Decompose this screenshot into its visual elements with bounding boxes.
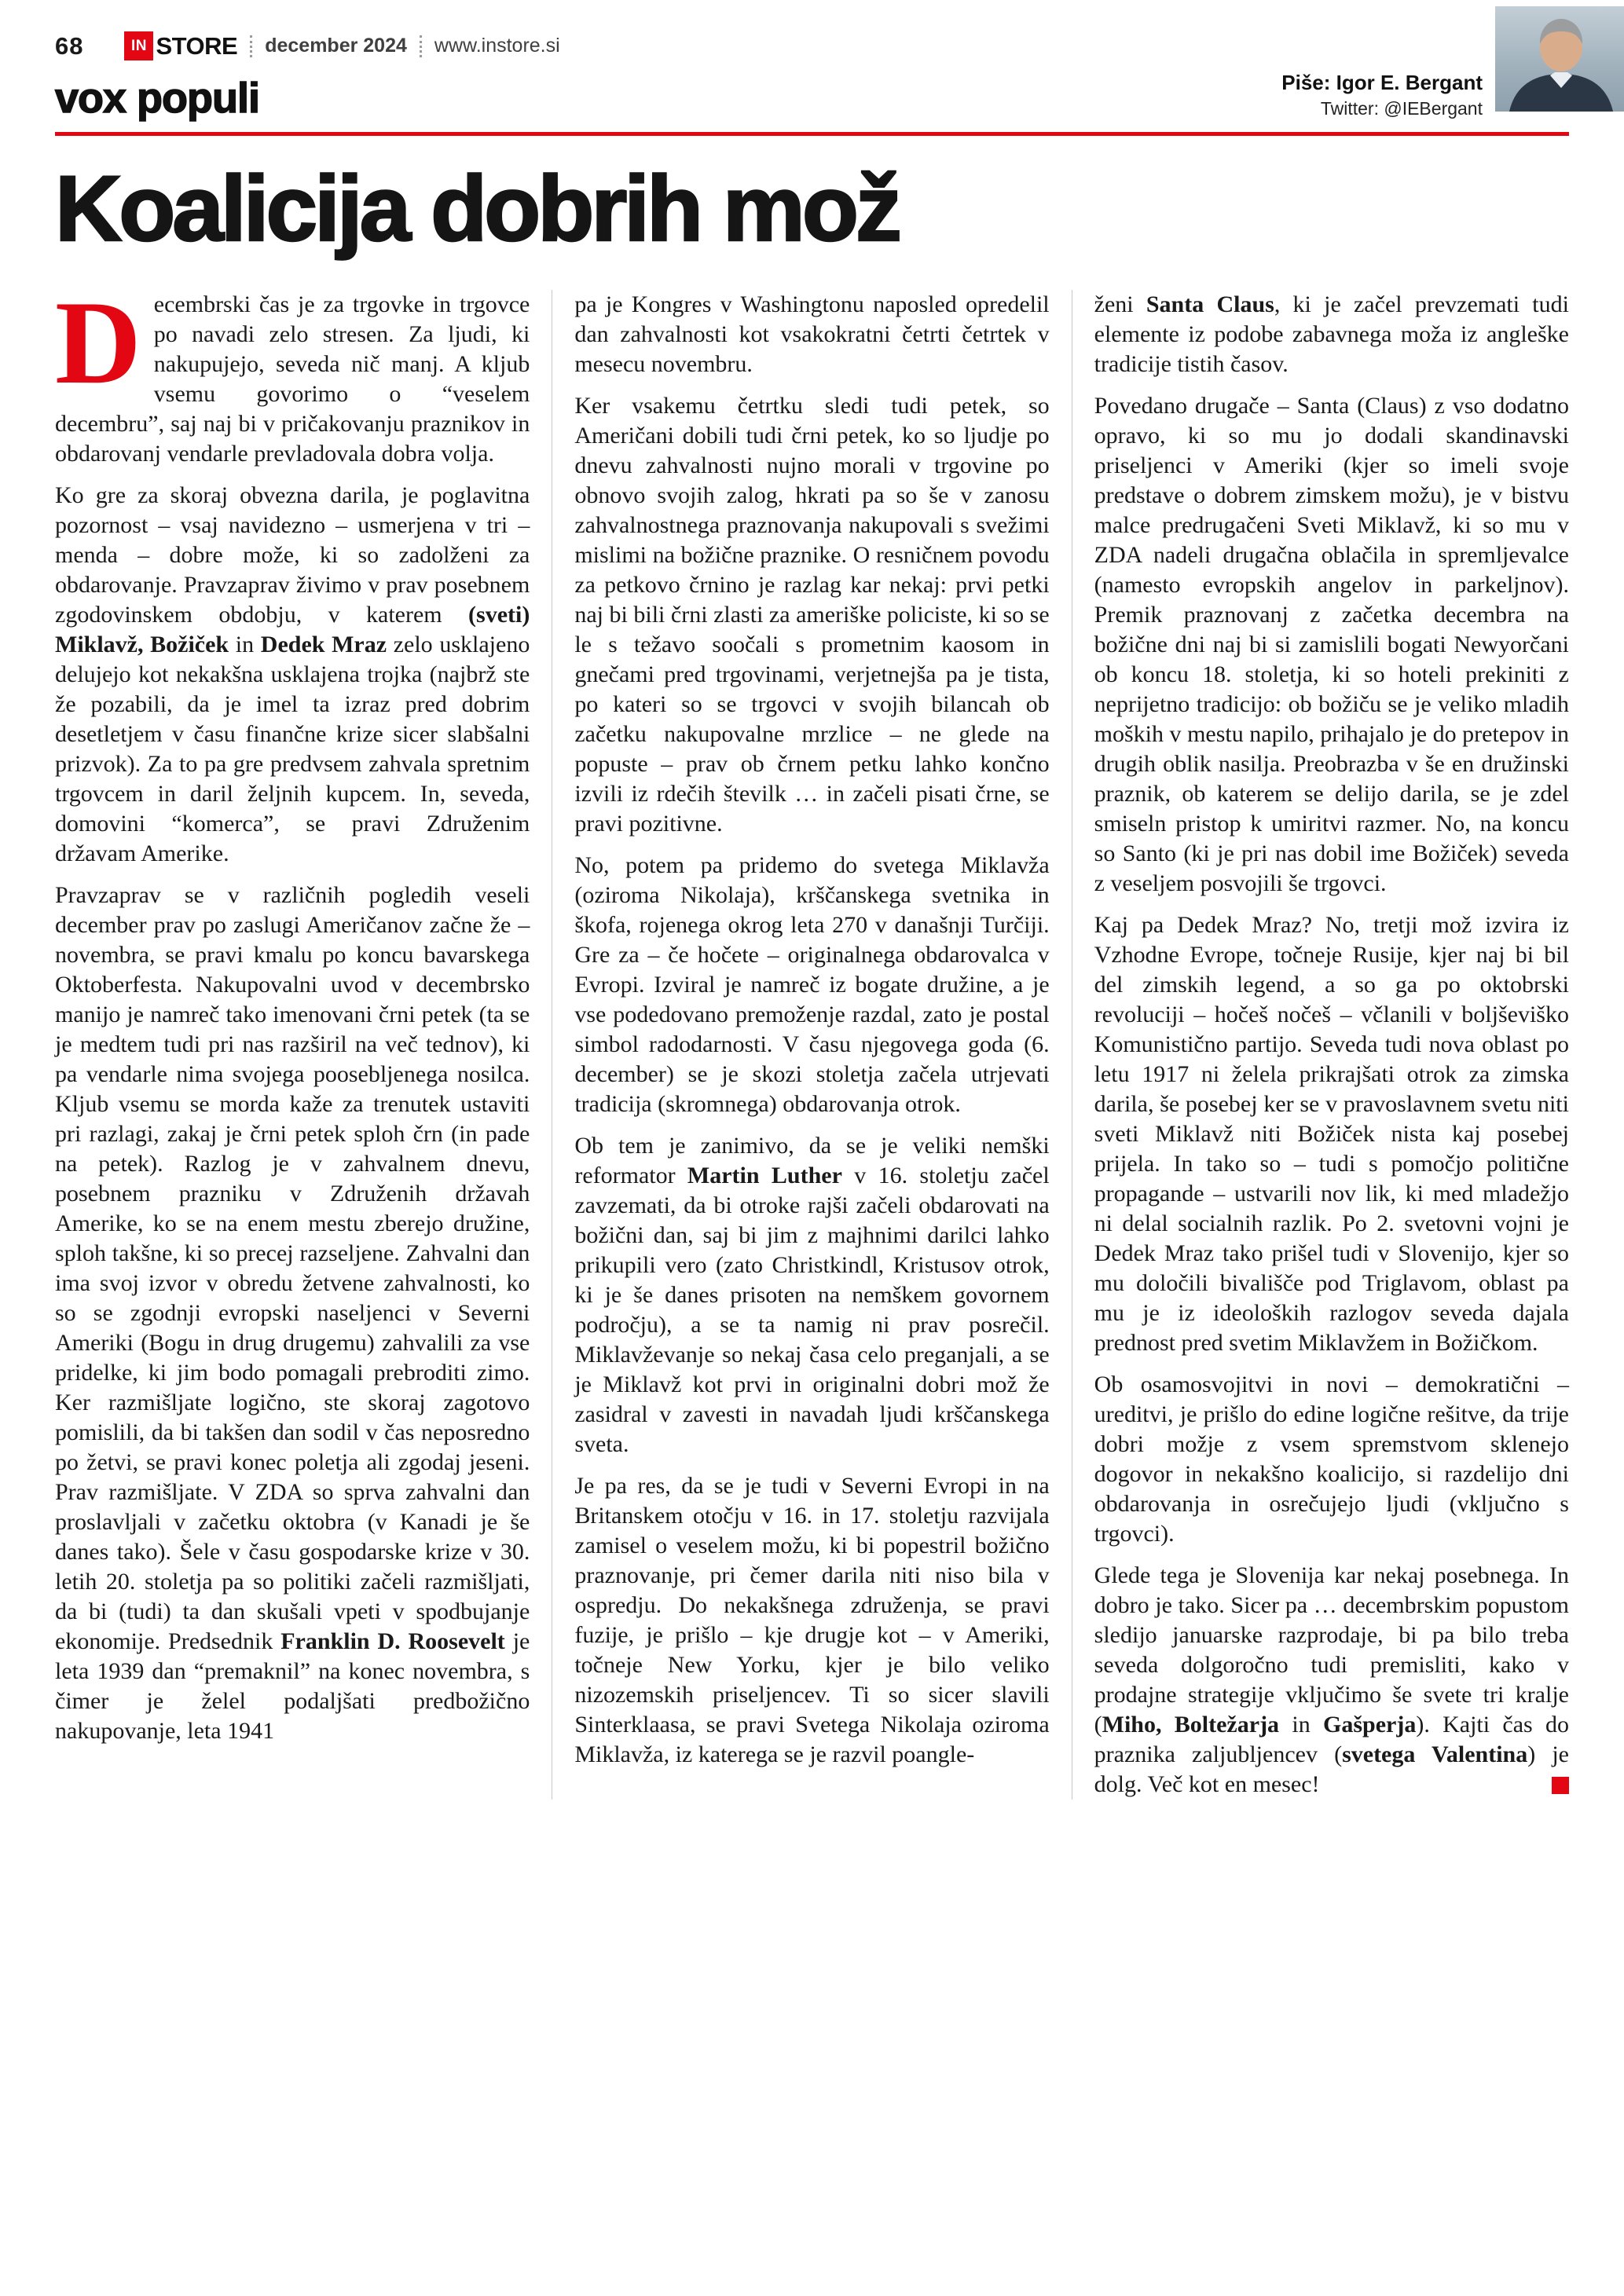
text-segment: No, potem pa pridemo do svetega Miklavža (oziroma Nikolaja), krščanskega svetnika in škofa, rojenega okrog leta 270 v današnji Turčiji. Gre za – če hočete – originalnega obdarovalca v Evropi. Izviral je namreč iz bogate družine, a je vse podedovano premoženje razdal, zato je postal simbol radodarnosti. V času njegovega goda (6. december) se je skozi stoletja začela utrjevati tradicija (skromnega) obdarovanja otrok. — [574, 852, 1050, 1118]
section-title: vox populi — [55, 75, 259, 123]
top-bar — [55, 0, 1569, 60]
text-segment: Ko gre za skoraj obvezna darila, je poglavitna pozornost – vsaj navidezno – usmerjena v tri – menda – dobre može, ki so zadolženi za obdarovanje. Pravzaprav živimo v prav posebnem zgodovinskem obdobju, v katerem — [55, 482, 530, 628]
page-number: 68 — [55, 31, 84, 60]
text-segment: v 16. stoletju začel zavzemati, da bi otroke rajši začeli obdarovati na božični dan, saj bi jim z majhnimi darilci lahko prikupili vero (zato Christkindl, Kristusov otrok, ki je še danes prisoten na nemškem govornem področju), a se ta namig ni prav posrečil. Miklavževanje so nekaj časa celo preganjali, a se je Miklavž kot prvi in originalni dobri mož že zasidral v zavesti in navadah ljudi krščanskega sveta. — [574, 1163, 1050, 1458]
text-segment: Martin Luther — [687, 1163, 842, 1189]
text-segment: Je pa res, da se je tudi v Severni Evropi in na Britanskem otočju v 16. in 17. stoletju razvijala zamisel o veselem možu, ki bi popestril božično praznovanje, pri čemer darila niti niso bila v ospredju. Do nekakšnega združenja, se pravi fuzije, je prišlo – kje drugje kot – v Ameriki, točneje New Yorku, kjer je bilo veliko nizozemskih priseljencev. Ti so sicer slavili Sinterklaasa, se pravi Svetega Nikolaja oziroma Miklavža, iz katerega se je razvil poangle- — [574, 1473, 1050, 1768]
website-url: www.instore.si — [434, 35, 560, 57]
text-segment: Franklin D. Roosevelt — [280, 1628, 505, 1655]
text-segment: ženi — [1094, 291, 1146, 318]
paragraph — [55, 481, 530, 869]
text-segment: Povedano drugače – Santa (Claus) z vso dodatno opravo, ki so mu jo dodali skandinavski priseljenci v Ameriki (kjer so imeli svoje predstave o dobrem zimskem možu), je v bistvu malce predrugačeni Sveti Miklavž, ki so mu v ZDA nadeli drugačna oblačila in spremljevalce (namesto evropskih angelov in parkeljnov). Premik praznovanj z začetka decembra na božične dni naj bi si zamislili bogati Newyorčani ob koncu 18. stoletja, ki so hoteli prekiniti z neprijetno tradicijo: ob božiču se je veliko mladih moških v mestu napilo, prihajalo je do pretepov in drugih oblik nasilja. Preobrazba v še en družinski praznik, ob katerem se delijo darila, se je zdel smiseln pristop k umiritvi razmer. No, na koncu so Santo (ki je pri nas dobil ime Božiček) seveda z veseljem posvojili še trgovci. — [1094, 393, 1569, 897]
author-photo — [1495, 6, 1624, 112]
drop-cap: D — [55, 276, 141, 409]
text-segment: in — [1279, 1712, 1323, 1738]
author-credit: Piše: Igor E. Bergant — [1281, 71, 1483, 94]
text-segment: in — [229, 632, 261, 658]
text-segment: Gašperja — [1323, 1712, 1417, 1738]
paragraph — [574, 851, 1049, 1119]
paragraph — [1094, 910, 1569, 1358]
text-segment: ecembrski čas je za trgovke in trgovce po navadi zelo stresen. Za ljudi, ki nakupujejo, seveda nič manj. A kljub vsemu govorimo o “veselem decembru”, saj naj bi v pričakovanju praznikov in obdarovanj vendarle prevladovala dobra volja. — [55, 291, 530, 467]
paragraph — [1094, 1370, 1569, 1549]
paragraph — [574, 391, 1049, 839]
text-segment: zelo usklajeno delujejo kot nekakšna usklajena trojka (najbrž ste že pozabili, da je imel ta izraz pred dobrim desetletjem v času finančne krize sicer slabšalni prizvok). Za to pa gre predvsem zahvala spretnim trgovcem in daril željnih kupcem. In, seveda, domovini “komerca”, se pravi Združenim državam Amerike. — [55, 632, 530, 867]
section-row — [55, 70, 1569, 123]
text-segment: Miho, Boltežarja — [1102, 1712, 1280, 1738]
paragraph — [1094, 391, 1569, 899]
text-segment: Dedek Mraz — [260, 632, 387, 658]
issue-date: december 2024 — [265, 35, 407, 57]
text-segment: Ker vsakemu četrtku sledi tudi petek, so Američani dobili tudi črni petek, ko so ljudje po dnevu zahvalnosti nujno morali v trgovine po obnovo svojih zalog, hkrati pa so še v zanosu zahvalnostnega praznovanja nakupovali s svežimi mislimi na božične praznike. O resničnem povodu za petkovo črnino je razlag kar nekaj: prvi petki naj bi bili črni zlasti za ameriške policiste, ki so se le s težavo soočali s prometnim kaosom in gnečami pred trgovinami, verjetnejša pa je tista, po kateri so se trgovci v svojih bilancah ob začetku nakupovalne mrzlice – ne glede na popuste – prav ob črnem petku lahko končno izvili iz rdečih številk … in začeli pisati črne, se pravi pozitivne. — [574, 393, 1050, 837]
paragraph — [574, 1131, 1049, 1459]
column-1 — [55, 276, 552, 1800]
text-segment: Santa Claus — [1146, 291, 1274, 318]
author-portrait-graphic — [1495, 6, 1624, 112]
text-segment: pa je Kongres v Washingtonu naposled opredelil dan zahvalnosti kot vsakokratni četrti četrtek v mesecu novembru. — [574, 291, 1050, 378]
end-mark — [1552, 1777, 1569, 1794]
text-segment: Ob osamosvojitvi in novi – demokratični – ureditvi, je prišlo do edine logične rešitve, da trije dobri možje z vsem spremstvom sklenejo dogovor in nekakšno koalicijo, si razdelijo dni obdarovanja in osrečujejo ljudi (vključno s trgovci). — [1094, 1371, 1569, 1547]
red-rule — [55, 132, 1569, 136]
dotted-separator — [250, 35, 252, 57]
logo-in-mark: IN — [124, 31, 153, 60]
text-segment: svetega Valentina — [1342, 1741, 1528, 1768]
text-segment: ) je dolg. Več kot en mesec! — [1094, 1741, 1569, 1798]
paragraph — [1094, 1561, 1569, 1800]
text-segment: je leta 1939 dan “premaknil” na konec novembra, s čimer je želel podaljšati predbožično nakupovanje, leta 1941 — [55, 1628, 530, 1745]
paragraph — [55, 881, 530, 1746]
article-headline: Koalicija dobrih mož — [55, 157, 899, 262]
paragraph — [1094, 290, 1569, 379]
text-segment: (sveti) Miklavž, Božiček — [55, 602, 530, 658]
text-segment: Glede tega je Slovenija kar nekaj posebnega. In dobro je tako. Sicer pa … decembrskim popustom sledijo januarske razprodaje, bi pa bilo treba seveda dolgoročno tudi premisliti, kako v prodajne strategije vključimo še svete tri kralje ( — [1094, 1562, 1569, 1738]
dotted-separator — [420, 35, 422, 57]
logo-store-text: STORE — [156, 31, 238, 60]
text-segment: Kaj pa Dedek Mraz? No, tretji mož izvira iz Vzhodne Evrope, točneje Rusije, kjer naj bi bil del zimskih legend, a so ga po oktobrski revoluciji – hočeš nočeš – včlanili v boljševiško Komunistično partijo. Seveda tudi nova oblast po letu 1917 ni želela prikrajšati otrok za zimska darila, še posebej ker se v pravoslavnem svetu niti sveti Miklavž niti Božiček nista kaj posebej prijela. In tako so – tudi s pomočjo politične propagande – ustvarili nov lik, ki med mladežjo ni delal socialnih razlik. Po 2. svetovni vojni je Dedek Mraz tako prišel tudi v Slovenijo, kjer so mu določili bivališče pod Triglavom, oblast pa mu je iz ideoloških razlogov seveda dajala prednost pred svetim Miklavžem in Božičkom. — [1094, 912, 1569, 1357]
paragraph — [574, 290, 1049, 379]
text-segment: Pravzaprav se v različnih pogledih veseli december prav po zaslugi Američanov začne že – novembra, se pravi kmalu po koncu bavarskega Oktoberfesta. Nakupovalni uvod v decembrsko manijo je namreč tako imenovani črni petek (ta se je medtem tudi pri nas razširil na več tednov), ki pa vendarle nima svojega poosebljenega nosilca. Kljub vsemu se morda kaže za trenutek ustaviti pri razlagi, zakaj je črni petek sploh črn (in pade na petek). Razlog je v zahvalnem dnevu, posebnem prazniku v Združenih državah Amerike, ko se na enem mestu zberejo družine, sploh takšne, ki so precej razseljene. Zahvalni dan ima svoj izvor v obredu žetvene zahvalnosti, ko so se zgodnji evropski naseljenci v Severni Ameriki (Bogu in drug drugemu) zahvalili za vse pridelke, ki jim bodo pomagali prebroditi zimo. Ker razmišljate logično, ste skoraj zagotovo pomislili, da bi takšen dan sodil v čas neposredno po žetvi, se pravi konec poletja ali zgodaj jeseni. Prav razmišljate. V ZDA so sprva zahvalni dan proslavljali v začetku oktobra (v Kanadi je še danes tako). Šele v času gospodarske krize v 30. letih 20. stoletja pa so politiki začeli razmišljati, da bi (tudi) ta dan skušali vpeti v spodbujanje ekonomije. Predsednik — [55, 882, 530, 1655]
column-2 — [552, 290, 1071, 1800]
text-segment: , ki je začel prevzemati tudi elemente iz podobe zabavnega moža iz angleške tradicije tistih časov. — [1094, 291, 1569, 378]
text-segment: Ob tem je zanimivo, da se je veliki nemški reformator — [574, 1133, 1050, 1189]
column-3 — [1072, 290, 1569, 1800]
byline — [1281, 70, 1483, 119]
article-body — [55, 276, 1569, 1800]
text-segment: ). Kajti čas do praznika zaljubljencev ( — [1094, 1712, 1569, 1768]
paragraph — [574, 1471, 1049, 1770]
paragraph — [55, 276, 530, 469]
instore-logo — [124, 31, 237, 60]
twitter-handle: Twitter: @IEBergant — [1320, 97, 1483, 119]
